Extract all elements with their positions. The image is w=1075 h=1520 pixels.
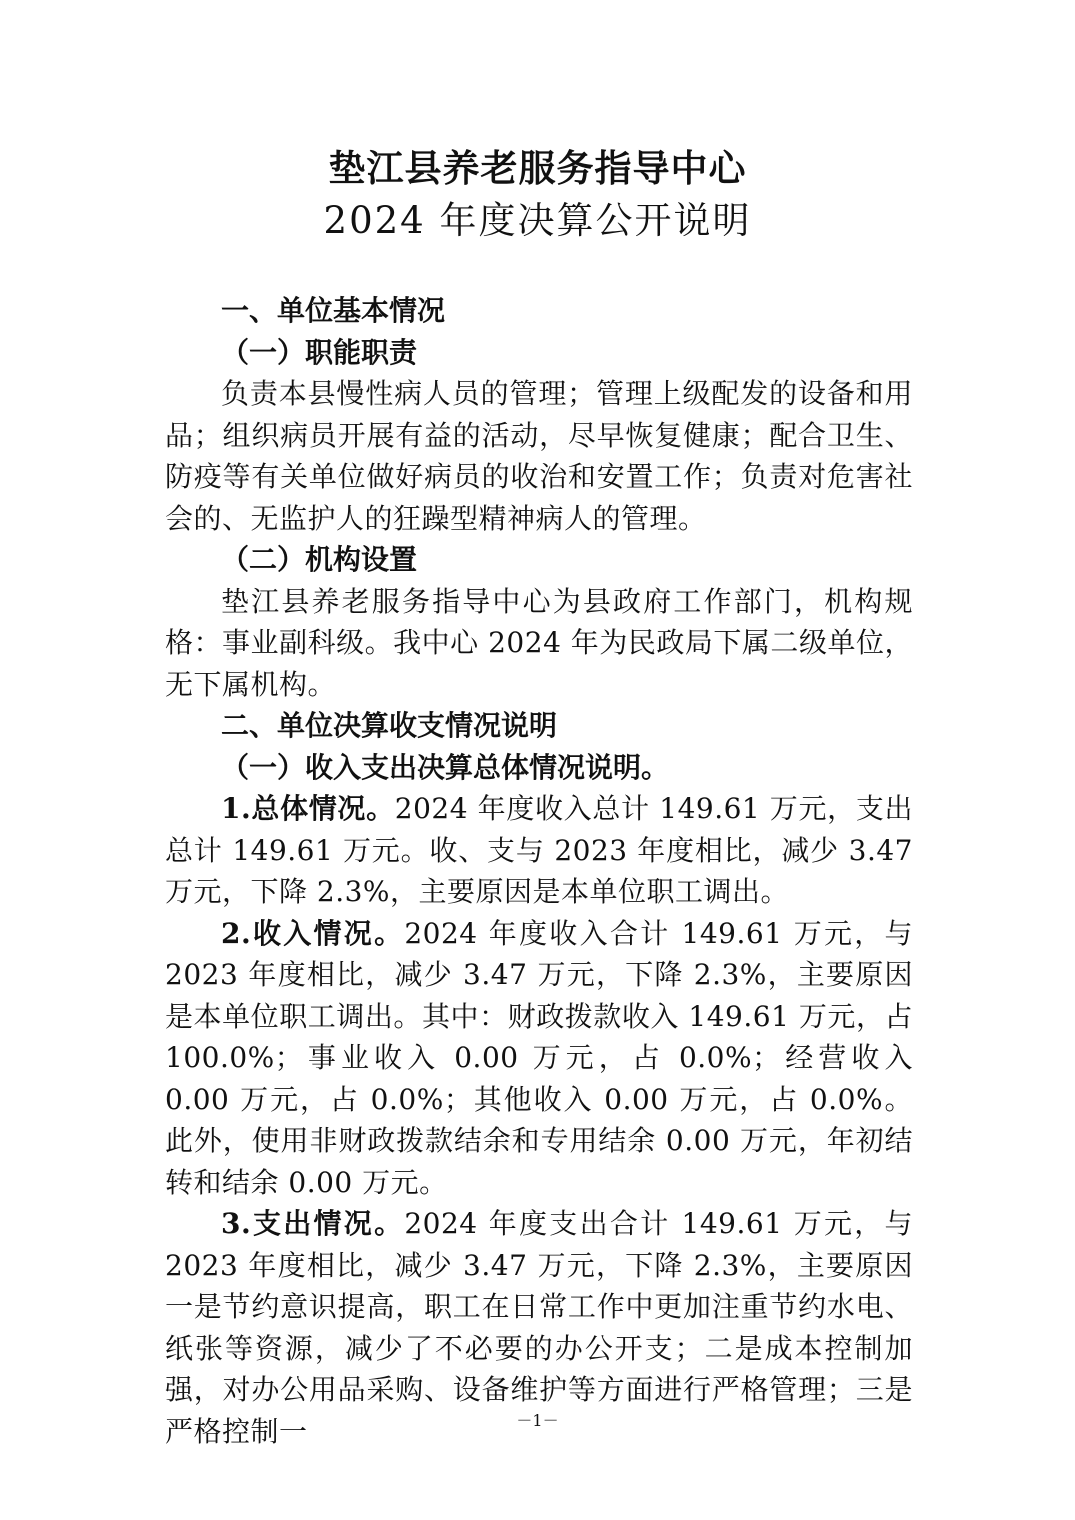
paragraph-income-lead: 2.收入情况。 bbox=[221, 916, 405, 950]
section-heading-1: 一、单位基本情况 bbox=[221, 294, 446, 327]
paragraph-overall bbox=[165, 788, 913, 913]
doc-title-line1: 垫江县养老服务指导中心 bbox=[328, 146, 747, 190]
paragraph-income-text: 2024 年度收入合计 149.61 万元，与 2023 年度相比，减少 3.47 万元，下降 2.3%，主要原因是本单位职工调出。其中：财政拨款收入 149.61 万元，占 100.0%；事业收入 0.00 万元，占 0.0%；经营收入 0.00 万元，占 0.0%；其他收入 0.00 万元，占 0.0%。此外，使用非财政拨款结余和专用结余 0.00 万元，年初结转和结余 0.00 万元。 bbox=[165, 916, 913, 1199]
subsection-heading-organization: （二）机构设置 bbox=[221, 543, 418, 576]
doc-title-line2: 2024 年度决算公开说明 bbox=[323, 199, 752, 242]
document-body bbox=[165, 290, 913, 1452]
paragraph-duties: 负责本县慢性病人员的管理；管理上级配发的设备和用品；组织病员开展有益的活动，尽早恢复健康；配合卫生、防疫等有关单位做好病员的收治和安置工作；负责对危害社会的、无监护人的狂躁型精神病人的管理。 bbox=[165, 377, 913, 535]
subsection-heading-duties: （一）职能职责 bbox=[221, 335, 418, 369]
paragraph-income bbox=[165, 913, 913, 1204]
paragraph-expenditure-lead: 3.支出情况。 bbox=[221, 1207, 405, 1240]
paragraph-expenditure-text: 2024 年度支出合计 149.61 万元，与 2023 年度相比，减少 3.47 万元，下降 2.3%，主要原因一是节约意识提高，职工在日常工作中更加注重节约水电、纸张等资源，减少了不必要的办公开支；二是成本控制加强，对办公用品采购、设备维护等方面进行严格管理；三是严格控制一 bbox=[165, 1207, 913, 1448]
subsection-heading-overall: （一）收入支出决算总体情况说明。 bbox=[221, 750, 670, 784]
section-heading-2: 二、单位决算收支情况说明 bbox=[221, 709, 558, 742]
page-number: －1－ bbox=[516, 1411, 559, 1430]
paragraph-overall-text: 2024 年度收入总计 149.61 万元，支出总计 149.61 万元。收、支与 2023 年度相比，减少 3.47 万元，下降 2.3%，主要原因是本单位职工调出。 bbox=[165, 792, 914, 908]
paragraph-organization: 垫江县养老服务指导中心为县政府工作部门，机构规格：事业副科级。我中心 2024 年为民政局下属二级单位，无下属机构。 bbox=[165, 584, 913, 701]
paragraph-overall-lead: 1.总体情况。 bbox=[221, 792, 395, 825]
